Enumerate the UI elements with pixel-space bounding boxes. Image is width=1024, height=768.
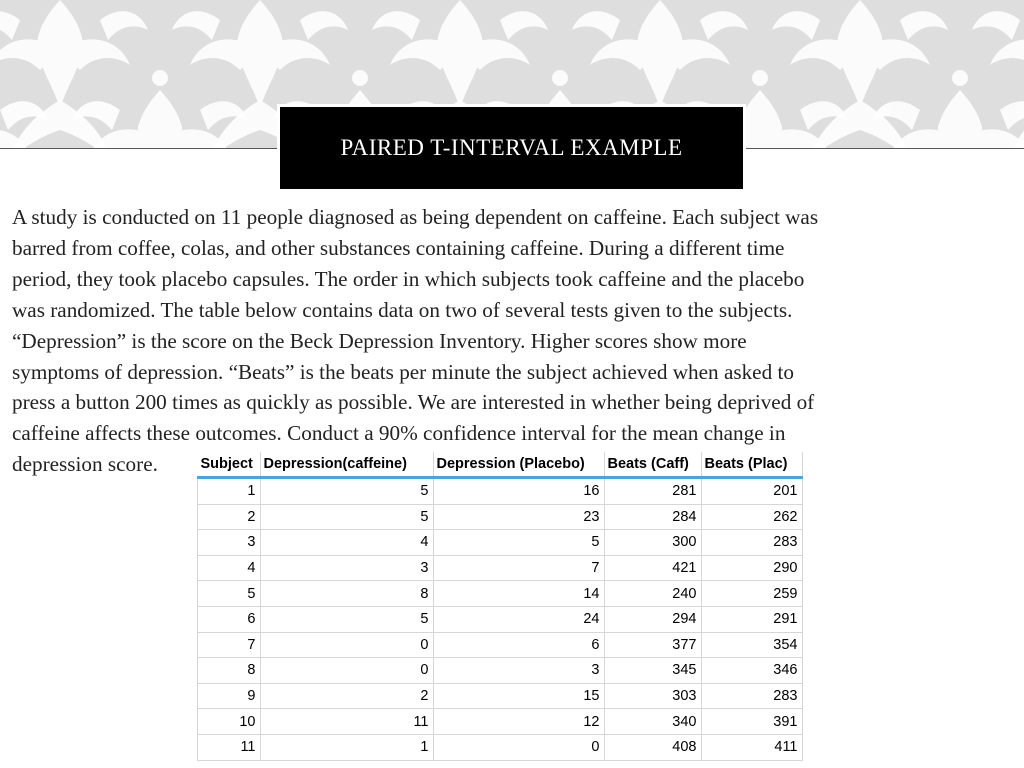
table-row: [198, 555, 803, 581]
table-row: [198, 632, 803, 658]
cell-subject: 6: [198, 606, 261, 632]
cell-depression-caffeine: 8: [260, 581, 433, 607]
cell-depression-caffeine: 11: [260, 709, 433, 735]
cell-beats-plac: 354: [701, 632, 802, 658]
cell-beats-caff: 408: [604, 734, 701, 760]
title-box: [280, 107, 743, 189]
cell-subject: 3: [198, 530, 261, 556]
header-subject: Subject: [198, 452, 261, 478]
table-row: [198, 683, 803, 709]
cell-beats-plac: 201: [701, 478, 802, 505]
data-table: [197, 452, 803, 761]
cell-beats-caff: 284: [604, 504, 701, 530]
cell-subject: 10: [198, 709, 261, 735]
cell-beats-caff: 303: [604, 683, 701, 709]
table-row: [198, 606, 803, 632]
table-header-row: [198, 452, 803, 478]
cell-depression-placebo: 15: [433, 683, 604, 709]
cell-depression-caffeine: 4: [260, 530, 433, 556]
cell-subject: 4: [198, 555, 261, 581]
cell-subject: 8: [198, 658, 261, 684]
header-depression-placebo: Depression (Placebo): [433, 452, 604, 478]
paragraph-line: press a button 200 times as quickly as possible. We are interested in whether being deprived of: [12, 390, 815, 415]
cell-depression-placebo: 5: [433, 530, 604, 556]
cell-beats-caff: 281: [604, 478, 701, 505]
cell-beats-plac: 283: [701, 683, 802, 709]
cell-depression-placebo: 12: [433, 709, 604, 735]
table-row: [198, 658, 803, 684]
cell-beats-caff: 300: [604, 530, 701, 556]
slide-title: PAIRED T-INTERVAL EXAMPLE: [340, 135, 683, 160]
cell-depression-caffeine: 5: [260, 504, 433, 530]
body-paragraph: [12, 202, 1014, 480]
cell-subject: 5: [198, 581, 261, 607]
cell-beats-plac: 262: [701, 504, 802, 530]
cell-depression-caffeine: 5: [260, 478, 433, 505]
cell-beats-caff: 240: [604, 581, 701, 607]
table-row: [198, 478, 803, 505]
cell-subject: 1: [198, 478, 261, 505]
cell-depression-placebo: 7: [433, 555, 604, 581]
table-row: [198, 734, 803, 760]
cell-depression-placebo: 0: [433, 734, 604, 760]
cell-depression-placebo: 23: [433, 504, 604, 530]
table-row: [198, 709, 803, 735]
paragraph-line: A study is conducted on 11 people diagnosed as being dependent on caffeine. Each subject was: [12, 205, 819, 229]
cell-depression-caffeine: 5: [260, 606, 433, 632]
paragraph-line: depression score.: [12, 452, 158, 477]
cell-depression-placebo: 16: [433, 478, 604, 505]
cell-subject: 2: [198, 504, 261, 530]
cell-subject: 7: [198, 632, 261, 658]
header-depression-caffeine: Depression(caffeine): [260, 452, 433, 478]
cell-beats-caff: 345: [604, 658, 701, 684]
table-row: [198, 530, 803, 556]
paragraph-line: caffeine affects these outcomes. Conduct a 90% confidence interval for the mean change in: [12, 421, 786, 446]
cell-depression-caffeine: 2: [260, 683, 433, 709]
table-row: [198, 581, 803, 607]
cell-depression-caffeine: 0: [260, 658, 433, 684]
cell-beats-caff: 340: [604, 709, 701, 735]
cell-beats-plac: 291: [701, 606, 802, 632]
cell-depression-caffeine: 3: [260, 555, 433, 581]
cell-beats-caff: 377: [604, 632, 701, 658]
table-row: [198, 504, 803, 530]
cell-beats-plac: 346: [701, 658, 802, 684]
header-beats-caff: Beats (Caff): [604, 452, 701, 478]
cell-depression-placebo: 6: [433, 632, 604, 658]
cell-beats-caff: 421: [604, 555, 701, 581]
cell-beats-plac: 391: [701, 709, 802, 735]
cell-beats-plac: 411: [701, 734, 802, 760]
cell-depression-placebo: 3: [433, 658, 604, 684]
table-body: [198, 478, 803, 761]
header-beats-plac: Beats (Plac): [701, 452, 802, 478]
cell-depression-caffeine: 1: [260, 734, 433, 760]
paragraph-line: “Depression” is the score on the Beck Depression Inventory. Higher scores show more: [12, 328, 747, 353]
paragraph-line: period, they took placebo capsules. The order in which subjects took caffeine and the placebo: [12, 266, 805, 291]
cell-depression-caffeine: 0: [260, 632, 433, 658]
title-frame: [277, 104, 746, 192]
cell-subject: 11: [198, 734, 261, 760]
cell-depression-placebo: 24: [433, 606, 604, 632]
paragraph-line: barred from coffee, colas, and other substances containing caffeine. During a different time: [12, 235, 785, 260]
cell-beats-plac: 290: [701, 555, 802, 581]
cell-beats-plac: 283: [701, 530, 802, 556]
cell-subject: 9: [198, 683, 261, 709]
paragraph-line: was randomized. The table below contains data on two of several tests given to the subjects.: [12, 297, 793, 322]
paragraph-line: symptoms of depression. “Beats” is the beats per minute the subject achieved when asked to: [12, 359, 794, 384]
cell-beats-plac: 259: [701, 581, 802, 607]
cell-beats-caff: 294: [604, 606, 701, 632]
cell-depression-placebo: 14: [433, 581, 604, 607]
